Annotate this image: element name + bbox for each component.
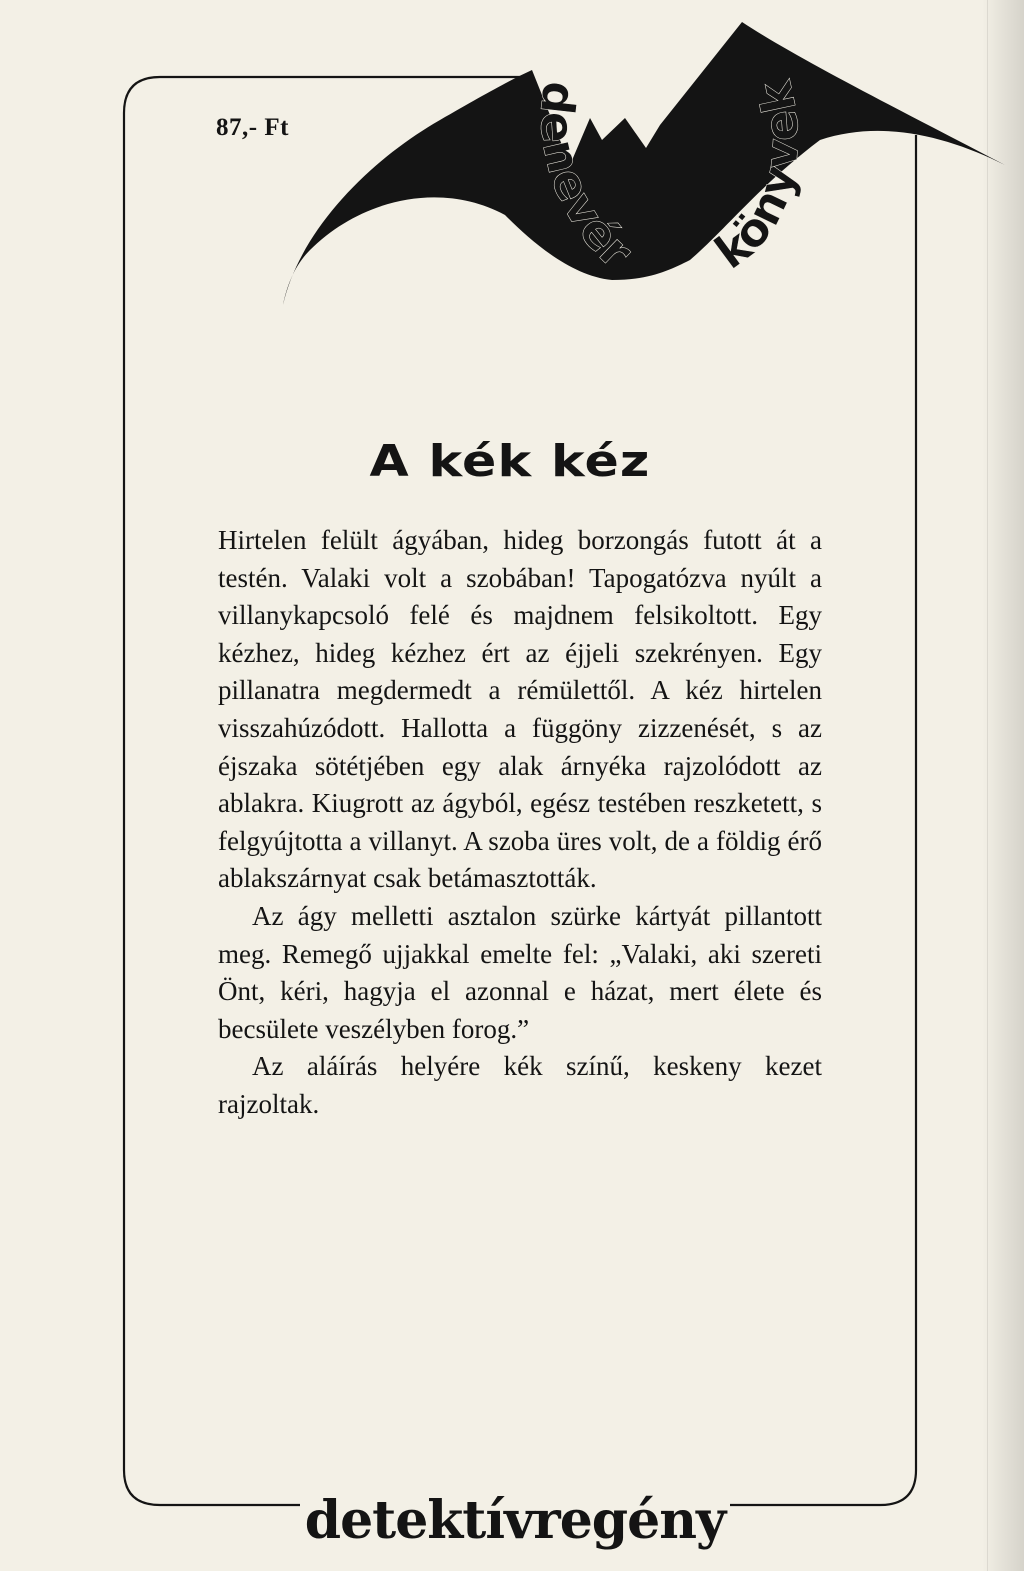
svg-text:könyvek [705,75,809,279]
price-label: 87,- Ft [216,114,289,141]
blurb-paragraph: Az aláírás helyére kék színű, keskeny kezet rajzoltak. [218,1051,822,1119]
series-name-right: könyvek [704,76,810,280]
blurb-paragraph: Hirtelen felült ágyában, hideg borzongás futott át a testén. Valaki volt a szobában! Tapogatózva nyúlt a villanykapcsoló felé és majdnem felsikoltott. Egy kézhez, hideg kézhez ért az éjjeli szekrényen. Egy pillanatra megdermedt a rémülettől. A kéz hirtelen visszahúzódott. Hallotta a függöny zizzenését, s az éjszaka sötétjében egy alak árnyéka rajzolódott az ablakra. Kiugrott az ágyból, egész testében reszketett, s felgyújtotta a villanyt. A szoba üres volt, de a földig érő ablakszárnyat csak betámasztották. [218,525,822,894]
svg-text:denevér [530,79,644,279]
genre-footer: detektívregény [300,1486,730,1556]
series-name-left: denevér [529,78,643,279]
blurb-text [218,522,822,1124]
blurb-paragraph: Az ágy melletti asztalon szürke kártyát pillantott meg. Remegő ujjakkal emelte fel: „Valaki, aki szereti Önt, kéri, hagyja el azonnal e házat, mert élete és becsülete veszélyben forog.” [218,900,822,1044]
book-title: A kék kéz [369,436,651,487]
